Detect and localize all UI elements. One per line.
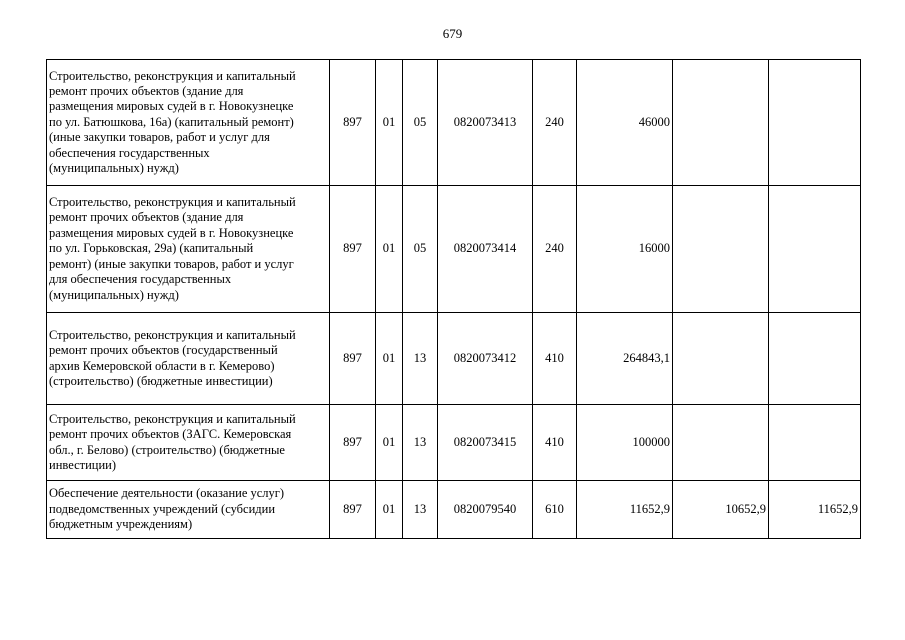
amount-2-cell (673, 313, 769, 405)
amount-3-cell (769, 186, 861, 313)
subsection-cell: 13 (403, 481, 438, 539)
amount-2-cell (673, 405, 769, 481)
target-article-cell: 0820073412 (438, 313, 533, 405)
section-cell: 01 (376, 313, 403, 405)
table-row (47, 405, 861, 481)
amount-1-cell: 264843,1 (577, 313, 673, 405)
page-number: 679 (442, 26, 463, 41)
ministry-cell: 897 (330, 186, 376, 313)
description-cell: Строительство, реконструкция и капитальный ремонт прочих объектов (государственный архив Кемеровской области в г. Кемерово) (строительство) (бюджетные инвестиции) (47, 313, 330, 405)
amount-3-cell (769, 405, 861, 481)
section-cell: 01 (376, 405, 403, 481)
section-cell: 01 (376, 481, 403, 539)
ministry-cell: 897 (330, 60, 376, 186)
target-article-cell: 0820073413 (438, 60, 533, 186)
amount-2-cell (673, 60, 769, 186)
expense-type-cell: 410 (533, 405, 577, 481)
subsection-cell: 13 (403, 405, 438, 481)
section-cell: 01 (376, 186, 403, 313)
amount-1-cell: 16000 (577, 186, 673, 313)
amount-1-cell: 11652,9 (577, 481, 673, 539)
description-cell: Строительство, реконструкция и капитальный ремонт прочих объектов (здание для размещения мировых судей в г. Новокузнецке по ул. Горьковская, 29а) (капитальный ремонт) (иные закупки товаров, работ и услуг для обеспечения государственных (муниципальных) нужд) (47, 186, 330, 313)
amount-2-cell (673, 186, 769, 313)
expense-type-cell: 240 (533, 186, 577, 313)
amount-3-cell (769, 313, 861, 405)
target-article-cell: 0820079540 (438, 481, 533, 539)
target-article-cell: 0820073415 (438, 405, 533, 481)
amount-2-cell: 10652,9 (673, 481, 769, 539)
description-cell: Строительство, реконструкция и капитальный ремонт прочих объектов (здание для размещения мировых судей в г. Новокузнецке по ул. Батюшкова, 16а) (капитальный ремонт) (иные закупки товаров, работ и услуг для обеспечения государственных (муниципальных) нужд) (47, 60, 330, 186)
subsection-cell: 13 (403, 313, 438, 405)
budget-table (46, 59, 861, 539)
subsection-cell: 05 (403, 186, 438, 313)
target-article-cell: 0820073414 (438, 186, 533, 313)
amount-3-cell (769, 60, 861, 186)
table-row (47, 60, 861, 186)
table-row (47, 313, 861, 405)
amount-3-cell: 11652,9 (769, 481, 861, 539)
description-cell: Обеспечение деятельности (оказание услуг) подведомственных учреждений (субсидии бюджетным учреждениям) (47, 481, 330, 539)
ministry-cell: 897 (330, 405, 376, 481)
amount-1-cell: 46000 (577, 60, 673, 186)
expense-type-cell: 240 (533, 60, 577, 186)
section-cell: 01 (376, 60, 403, 186)
expense-type-cell: 610 (533, 481, 577, 539)
subsection-cell: 05 (403, 60, 438, 186)
table-row (47, 186, 861, 313)
ministry-cell: 897 (330, 313, 376, 405)
ministry-cell: 897 (330, 481, 376, 539)
description-cell: Строительство, реконструкция и капитальный ремонт прочих объектов (ЗАГС. Кемеровская обл., г. Белово) (строительство) (бюджетные инвестиции) (47, 405, 330, 481)
amount-1-cell: 100000 (577, 405, 673, 481)
expense-type-cell: 410 (533, 313, 577, 405)
table-row (47, 481, 861, 539)
